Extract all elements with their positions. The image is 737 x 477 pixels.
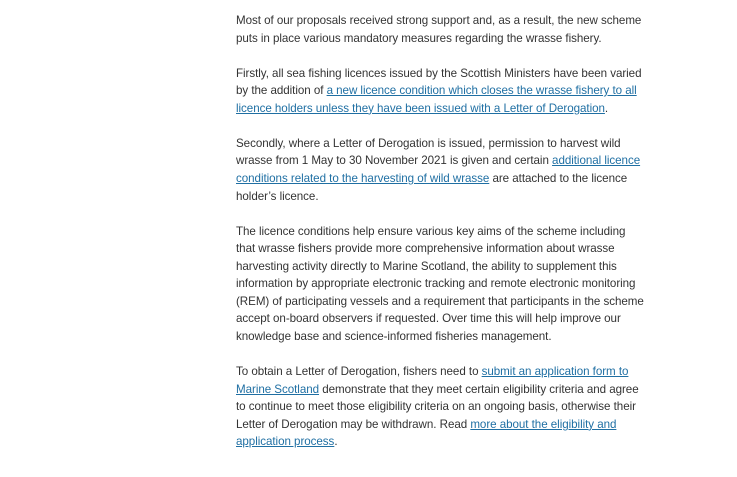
paragraph-strong-support xyxy=(236,12,646,47)
paragraph-obtain-letter xyxy=(236,363,646,451)
paragraph-text: Secondly, where a Letter of Derogation is issued, permission to harvest wild wrasse from 1 May to 30 November 2021 is given and certain xyxy=(236,136,621,168)
link-new-licence-condition[interactable]: a new licence condition which closes the wrasse fishery to all licence holders unless they have been issued with a Letter of Derogation xyxy=(236,84,637,115)
paragraph-text: . xyxy=(334,435,338,449)
paragraph-key-aims xyxy=(236,223,646,346)
link-submit-application-form[interactable]: submit an application form to Marine Scotland xyxy=(236,365,629,396)
paragraph-text: . xyxy=(604,101,609,115)
paragraph-licences-varied xyxy=(236,65,646,118)
paragraph-text: Firstly, all sea fishing licences issued by the Scottish Ministers have been varied by the addition of xyxy=(236,66,642,98)
link-additional-licence-conditions[interactable]: additional licence conditions related to the harvesting of wild wrasse xyxy=(236,154,641,185)
paragraph-text: The licence conditions help ensure various key aims of the scheme including that wrasse fishers provide more comprehensive information about wrasse harvesting activity directly to Marine Scotland, the ability to supplement this information by appropriate electronic tracking and remote electronic monitoring (REM) of participating vessels and a requirement that participants in the scheme accept on-board observers if requested. Over time this will help improve our knowledge base and science-informed fisheries management. xyxy=(236,224,644,344)
paragraph-letter-of-derogation-issued xyxy=(236,135,646,205)
paragraph-text: are attached to the licence holder’s licence. xyxy=(236,171,628,203)
link-eligibility-application-process[interactable]: more about the eligibility and application process xyxy=(236,417,617,449)
article-body xyxy=(236,12,646,468)
paragraph-text: Most of our proposals received strong support and, as a result, the new scheme puts in place various mandatory measures regarding the wrasse fishery. xyxy=(236,14,642,45)
paragraph-text: To obtain a Letter of Derogation, fishers need to xyxy=(236,365,482,379)
paragraph-text: demonstrate that they meet certain eligibility criteria and agree to continue to meet those eligibility criteria on an ongoing basis, otherwise their Letter of Derogation may be withdrawn. Read xyxy=(236,382,639,431)
